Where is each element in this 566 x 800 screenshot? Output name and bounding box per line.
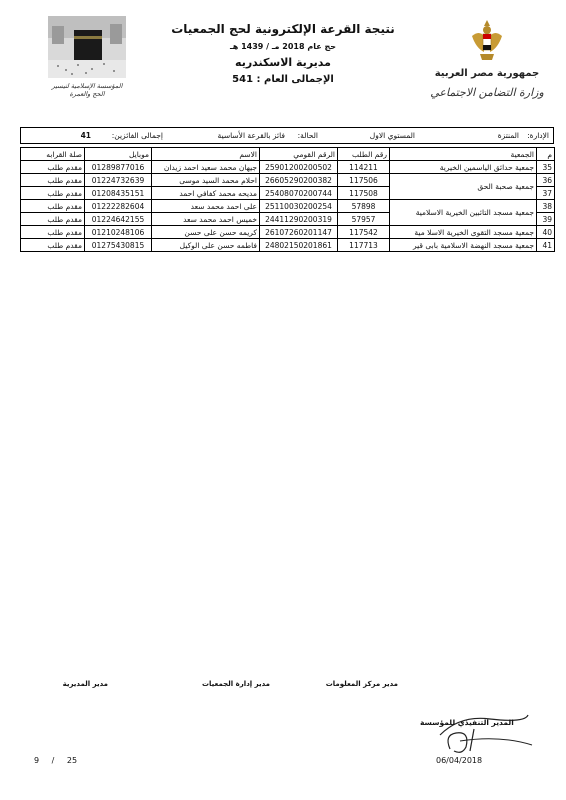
country-name: جمهورية مصر العربية	[434, 68, 540, 79]
col-header-index: م	[537, 148, 555, 161]
row-request-number: 117713	[338, 239, 390, 252]
row-mobile: 01210248106	[85, 226, 152, 239]
grand-total-label: الإجمالى العام :	[256, 74, 334, 85]
row-national-id: 26605290200382	[260, 174, 338, 187]
row-mobile: 01289877016	[85, 161, 152, 174]
hajj-year: حج عام 2018 مـ / 1439 هـ	[229, 42, 336, 51]
table-row	[21, 200, 555, 213]
level-value: المستوي الاول	[369, 131, 415, 140]
row-name: فاطمه حسن على الوكيل	[152, 239, 260, 252]
col-header-mobile: موبايل	[85, 148, 152, 161]
row-request-number: 117506	[338, 174, 390, 187]
admin-value: المنتزة	[497, 131, 519, 140]
admin-label: الإدارة:	[527, 131, 549, 140]
table-row	[21, 239, 555, 252]
executive-director-label: المدير التنفيذي للمؤسسة	[420, 718, 514, 727]
row-request-number: 117542	[338, 226, 390, 239]
directorate-name: مديرية الاسكندريه	[235, 56, 331, 69]
row-request-number: 57898	[338, 200, 390, 213]
page-total: 25	[66, 756, 78, 765]
col-header-relation: صلة القرابه	[21, 148, 85, 161]
handwritten-signature	[430, 705, 540, 757]
table-row	[21, 161, 555, 174]
row-relation: مقدم طلب	[21, 187, 85, 200]
grand-total-value: 541	[232, 74, 254, 85]
col-header-association: الجمعية	[390, 148, 537, 161]
row-mobile: 01224732639	[85, 174, 152, 187]
row-index: 41	[537, 239, 555, 252]
row-association: جمعية مسجد النهضة الاسلامية بابى قير	[390, 239, 537, 252]
sig-directorate-manager: مدير المديرية	[62, 680, 108, 688]
row-relation: مقدم طلب	[21, 226, 85, 239]
row-national-id: 25901200200502	[260, 161, 338, 174]
row-index: 36	[537, 174, 555, 187]
row-request-number: 117508	[338, 187, 390, 200]
row-name: جيهان محمد سعيد احمد زيدان	[152, 161, 260, 174]
filter-info-bar	[20, 127, 554, 144]
row-index: 39	[537, 213, 555, 226]
row-mobile: 01224642155	[85, 213, 152, 226]
row-request-number: 57957	[338, 213, 390, 226]
row-association: جمعية مسجد التائبين الخيرية الاسلامية	[390, 200, 537, 226]
table-header-row	[21, 148, 555, 161]
row-association: جمعية حدائق الياسمين الخيرية	[390, 161, 537, 174]
row-relation: مقدم طلب	[21, 239, 85, 252]
table-row	[21, 226, 555, 239]
print-date: 06/04/2018	[436, 756, 483, 765]
row-association: جمعية مسجد التقوى الخيرية الاسلا مية	[390, 226, 537, 239]
org-caption: المؤسسة الإسلامية لتيسير الحج والعمرة	[51, 82, 123, 98]
page-current: 9	[34, 756, 40, 765]
row-national-id: 24802150201861	[260, 239, 338, 252]
ministry-name: وزارة التضامن الاجتماعي	[430, 86, 544, 99]
sig-it-center-manager: مدير مركز المعلومات	[325, 680, 398, 688]
winners-table	[20, 147, 555, 252]
row-national-id: 24411290200319	[260, 213, 338, 226]
row-mobile: 01208435151	[85, 187, 152, 200]
col-header-request-number: رقم الطلب	[338, 148, 390, 161]
row-index: 38	[537, 200, 555, 213]
page-indicator	[34, 756, 77, 765]
row-relation: مقدم طلب	[21, 161, 85, 174]
status-value: فائز بالقرعة الأساسية	[217, 131, 285, 140]
row-name: مديحه محمد كفافي احمد	[152, 187, 260, 200]
row-mobile: 01222282604	[85, 200, 152, 213]
row-national-id: 25408070200744	[260, 187, 338, 200]
row-national-id: 26107260201147	[260, 226, 338, 239]
row-relation: مقدم طلب	[21, 213, 85, 226]
row-relation: مقدم طلب	[21, 200, 85, 213]
row-name: خميس احمد محمد سعد	[152, 213, 260, 226]
row-request-number: 114211	[338, 161, 390, 174]
row-mobile: 01275430815	[85, 239, 152, 252]
row-index: 37	[537, 187, 555, 200]
sig-associations-manager: مدير إدارة الجمعيات	[201, 680, 270, 688]
winners-label: إجمالى الفائزين:	[111, 131, 163, 140]
col-header-national-id: الرقم القومي	[260, 148, 338, 161]
row-name: كريمه حسن على حسن	[152, 226, 260, 239]
row-relation: مقدم طلب	[21, 174, 85, 187]
row-name: احلام محمد السيد موسى	[152, 174, 260, 187]
col-header-name: الاسم	[152, 148, 260, 161]
row-index: 40	[537, 226, 555, 239]
egypt-eagle-emblem-icon	[470, 18, 504, 66]
winners-value: 41	[80, 131, 91, 140]
row-name: على احمد محمد سعد	[152, 200, 260, 213]
document-title: نتيجة القرعة الإلكترونية لحج الجمعيات	[171, 22, 395, 36]
row-association: جمعية صحبة الحق	[390, 174, 537, 200]
kaaba-photo	[48, 16, 126, 78]
row-national-id: 25110030200254	[260, 200, 338, 213]
status-label: الحالة:	[297, 131, 318, 140]
grand-total	[160, 74, 406, 85]
page-separator: /	[51, 756, 55, 765]
table-row	[21, 174, 555, 187]
row-index: 35	[537, 161, 555, 174]
